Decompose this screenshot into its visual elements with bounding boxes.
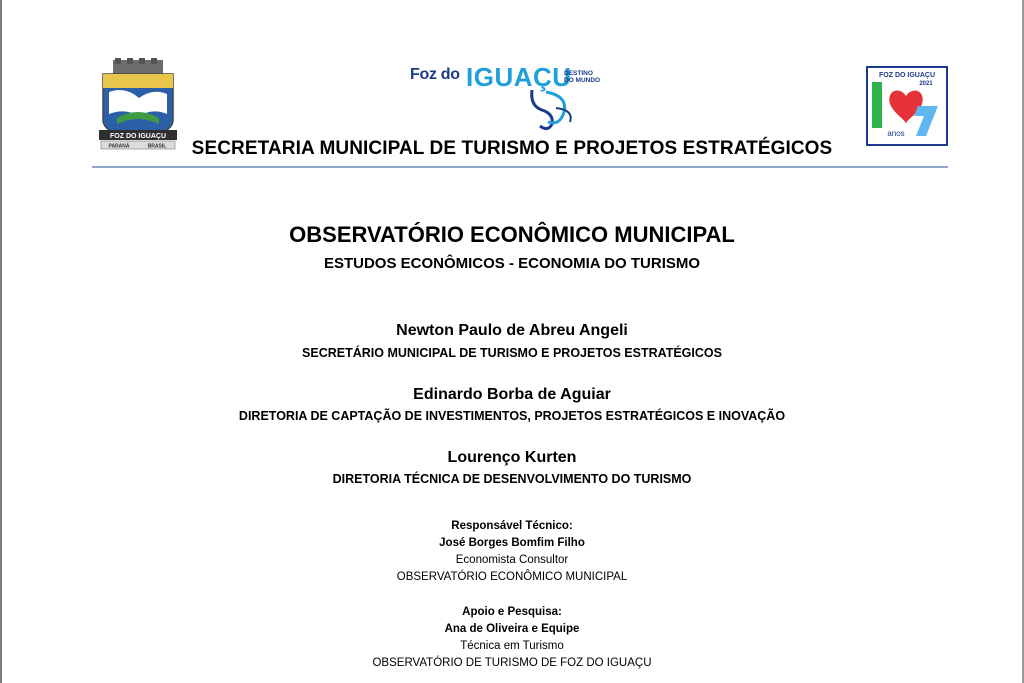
- brand-swirl-icon: [528, 88, 578, 132]
- person-name: Lourenço Kurten: [447, 449, 577, 466]
- brand-tagline-1: DESTINO: [564, 70, 593, 77]
- support-position: Técnica em Turismo: [460, 640, 564, 652]
- technical-org: OBSERVATÓRIO ECONÔMICO MUNICIPAL: [396, 571, 628, 583]
- technical-heading: Responsável Técnico:: [451, 520, 573, 532]
- header-divider: [92, 166, 948, 168]
- support-name: Ana de Oliveira e Equipe: [444, 623, 580, 635]
- support-org: OBSERVATÓRIO DE TURISMO DE FOZ DO IGUAÇU: [372, 657, 652, 669]
- crest-sub-right: BRASIL: [147, 143, 167, 150]
- person-role: DIRETORIA DE CAPTAÇÃO DE INVESTIMENTOS, PROJETOS ESTRATÉGICOS E INOVAÇÃO: [238, 409, 786, 423]
- person-role: SECRETÁRIO MUNICIPAL DE TURISMO E PROJETOS ESTRATÉGICOS: [302, 346, 722, 360]
- anniv-word: anos: [887, 129, 905, 138]
- brand-tagline: [564, 70, 600, 84]
- brand-tagline-2: DO MUNDO: [564, 77, 601, 84]
- secretariat-title: SECRETARIA MUNICIPAL DE TURISMO E PROJETOS ESTRATÉGICOS: [191, 138, 833, 159]
- brand-word: IGUAÇU: [466, 62, 572, 92]
- person-name: Newton Paulo de Abreu Angeli: [396, 322, 628, 339]
- anniv-top-text: FOZ DO IGUAÇU: [879, 72, 935, 79]
- document-subtitle: ESTUDOS ECONÔMICOS - ECONOMIA DO TURISMO: [323, 255, 701, 272]
- anniv-year: 2021: [919, 81, 933, 87]
- technical-name: José Borges Bomfim Filho: [439, 537, 585, 549]
- anniversary-badge-logo: [866, 66, 948, 146]
- city-brand-logo: [410, 62, 610, 138]
- person-role: DIRETORIA TÉCNICA DE DESENVOLVIMENTO DO TURISMO: [332, 472, 692, 486]
- brand-prefix: Foz do: [410, 66, 460, 83]
- support-heading: Apoio e Pesquisa:: [462, 606, 562, 618]
- document-title: OBSERVATÓRIO ECONÔMICO MUNICIPAL: [289, 222, 735, 247]
- crest-banner-text: FOZ DO IGUAÇU: [110, 133, 166, 140]
- crest-sub-left: PARANÁ: [108, 143, 130, 150]
- person-name: Edinardo Borba de Aguiar: [413, 386, 611, 403]
- technical-position: Economista Consultor: [455, 554, 569, 566]
